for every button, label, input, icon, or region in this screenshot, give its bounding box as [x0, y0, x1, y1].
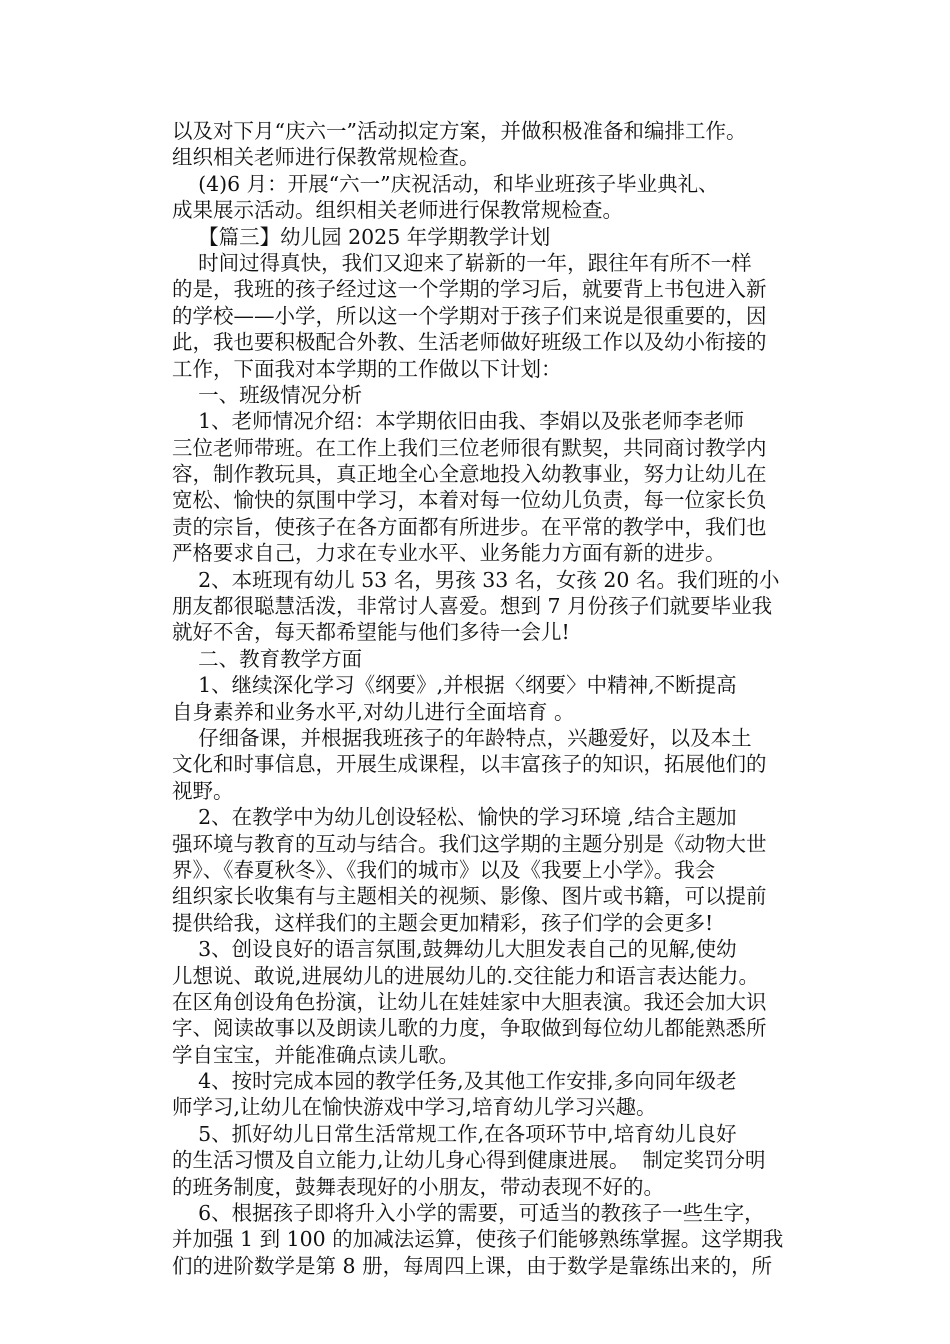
text-line-34: 在区角创设角色扮演，让幼儿在娃娃家中大胆表演。我还会加大识 [172, 989, 767, 1014]
text-line-40: 的生活习惯及自立能力,让幼儿身心得到健康进展。 制定奖罚分明 [172, 1148, 766, 1173]
text-line-1: 以及对下月“庆六一”活动拟定方案，并做积极准备和编排工作。 [172, 119, 747, 143]
text-line-41: 的班务制度，鼓舞表现好的小朋友，带动表现不好的。 [172, 1174, 664, 1199]
text-line-17: 严格要求自己，力求在专业水平、业务能力方面有新的进步。 [172, 541, 726, 566]
text-line-43: 并加强 1 到 100 的加减法运算，使孩子们能够熟练掌握。这学期我 [172, 1227, 784, 1252]
subheading-class-analysis: 一、班级情况分析 [172, 382, 363, 407]
text-line-10: 工作，下面我对本学期的工作做以下计划： [172, 356, 562, 381]
section-heading: 【篇三】幼儿园 2025 年学期教学计划 [172, 224, 551, 249]
text-line-12: 1、老师情况介绍：本学期依旧由我、李娟以及张老师李老师 [172, 409, 745, 434]
text-line-44: 们的进阶数学是第 8 册，每周四上课，由于数学是靠练出来的，所 [172, 1253, 773, 1278]
text-line-26: 视野。 [172, 778, 234, 803]
text-line-24: 仔细备课，并根据我班孩子的年龄特点，兴趣爱好，以及本土 [172, 725, 752, 750]
document-page [172, 118, 812, 1279]
text-line-8: 的学校——小学，所以这一个学期对于孩子们来说是很重要的，因 [172, 303, 767, 328]
text-line-33: 儿想说、敢说,进展幼儿的进展幼儿的.交往能力和语言表达能力。 [172, 963, 760, 988]
text-line-23: 自身素养和业务水平,对幼儿进行全面培育 。 [172, 699, 575, 724]
text-line-22: 1、继续深化学习《纲要》,并根据〈纲要〉中精神,不断提高 [172, 673, 737, 698]
text-line-38: 师学习,让幼儿在愉快游戏中学习,培育幼儿学习兴趣。 [172, 1095, 657, 1120]
text-line-39: 5、抓好幼儿日常生活常规工作,在各项环节中,培育幼儿良好 [172, 1121, 737, 1146]
text-line-29: 界》、《春夏秋冬》、《我们的城市》以及《我要上小学》。我会 [172, 857, 716, 882]
text-line-27: 2、在教学中为幼儿创设轻松、愉快的学习环境 ,结合主题加 [172, 805, 737, 830]
text-line-3: (4)6 月：开展“六一”庆祝活动，和毕业班孩子毕业典礼、 [172, 171, 719, 196]
text-line-14: 容，制作教玩具，真正地全心全意地投入幼教事业，努力让幼儿在 [172, 462, 767, 487]
text-line-31: 提供给我，这样我们的主题会更加精彩，孩子们学的会更多! [172, 910, 714, 935]
text-line-35: 字、阅读故事以及朗读儿歌的力度，争取做到每位幼儿都能熟悉所 [172, 1016, 767, 1041]
text-line-37: 4、按时完成本园的教学任务,及其他工作安排,多向同年级老 [172, 1069, 737, 1094]
text-line-7: 的是，我班的孩子经过这一个学期的学习后，就要背上书包进入新 [172, 277, 767, 302]
text-line-6: 时间过得真快，我们又迎来了崭新的一年，跟往年有所不一样 [172, 250, 752, 275]
text-line-16: 责的宗旨，使孩子在各方面都有所进步。在平常的教学中，我们也 [172, 514, 767, 539]
text-line-28: 强环境与教育的互动与结合。我们这学期的主题分别是《动物大世 [172, 831, 767, 856]
text-line-32: 3、创设良好的语言氛围,鼓舞幼儿大胆发表自己的见解,使幼 [172, 937, 737, 962]
text-line-25: 文化和时事信息，开展生成课程，以丰富孩子的知识，拓展他们的 [172, 752, 767, 777]
text-line-19: 朋友都很聪慧活泼，非常讨人喜爱。想到 7 月份孩子们就要毕业我 [172, 594, 773, 619]
subheading-teaching: 二、教育教学方面 [172, 646, 363, 671]
text-line-36: 学自宝宝，并能准确点读儿歌。 [172, 1042, 459, 1067]
text-line-20: 就好不舍，每天都希望能与他们多待一会儿! [172, 620, 570, 645]
text-line-18: 2、本班现有幼儿 53 名，男孩 33 名，女孩 20 名。我们班的小 [172, 567, 780, 592]
text-line-30: 组织家长收集有与主题相关的视频、影像、图片或书籍，可以提前 [172, 884, 767, 909]
text-line-42: 6、根据孩子即将升入小学的需要，可适当的教孩子一些生字， [172, 1201, 765, 1226]
text-line-15: 宽松、愉快的氛围中学习，本着对每一位幼儿负责，每一位家长负 [172, 488, 767, 513]
text-line-9: 此，我也要积极配合外教、生活老师做好班级工作以及幼小衔接的 [172, 330, 767, 355]
text-line-4: 成果展示活动。组织相关老师进行保教常规检查。 [172, 198, 623, 223]
text-line-13: 三位老师带班。在工作上我们三位老师很有默契，共同商讨教学内 [172, 435, 767, 460]
text-line-2: 组织相关老师进行保教常规检查。 [172, 145, 480, 170]
